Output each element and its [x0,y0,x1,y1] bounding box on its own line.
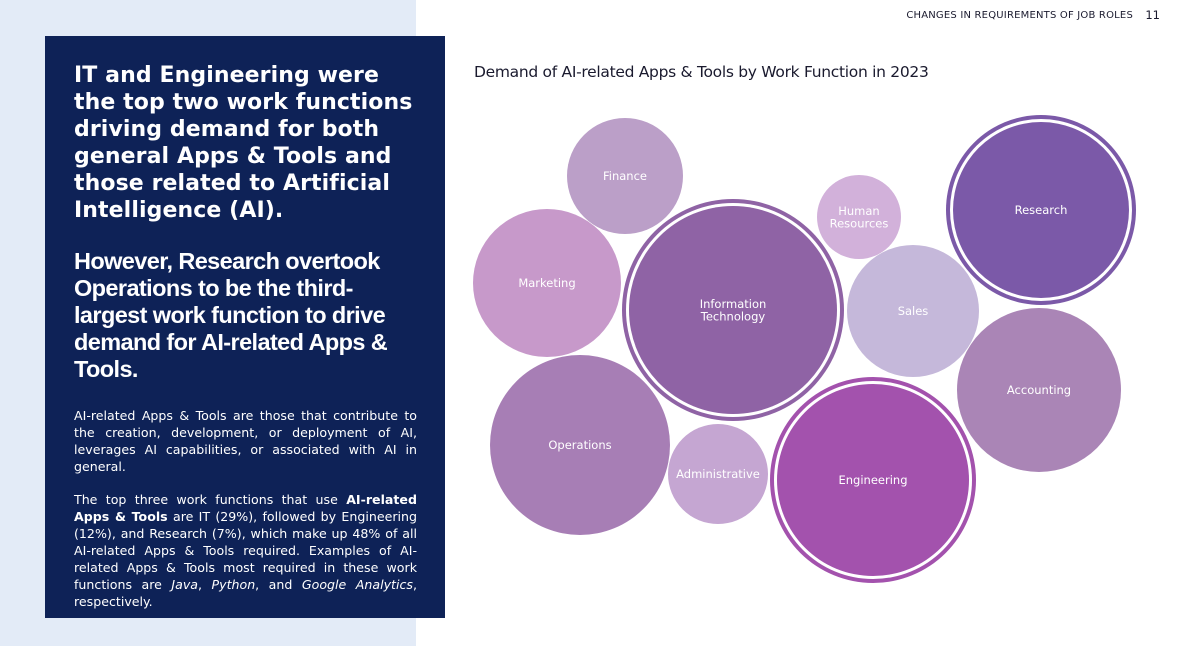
para2-bold-term: AI-related Apps & Tools [74,492,417,524]
bubble-label-information-technology-line-2: Technology [700,309,766,324]
bubble-research [946,115,1136,305]
para2-example-java: Java [171,577,198,592]
callout-paragraph-definition: AI-related Apps & Tools are those that contribute to the creation, development, or deployment of AI, leverages AI capabilities, or associated with AI in general. [74,408,417,474]
bubble-label-accounting: Accounting [1006,383,1072,397]
bubble-sales [847,245,979,377]
chart-title: Demand of AI-related Apps & Tools by Work Function in 2023 [474,63,929,81]
bubble-label-information-technology-line-1: Information [699,296,767,311]
para2-example-google-analytics: Google Analytics [301,577,413,592]
bubble-label-operations: Operations [548,438,612,452]
para2-separator-2: , and [255,577,302,592]
running-head: CHANGES IN REQUIREMENTS OF JOB ROLES [906,10,1133,21]
bubble-engineering [770,377,976,583]
para2-separator-1: , [198,577,212,592]
para2-example-python: Python [211,577,256,592]
bubble-operations [490,355,670,535]
bubble-human-resources [817,175,901,259]
bubble-label-sales: Sales [897,304,929,318]
para2-text-2: are IT (29%), followed by Engineering (12%), and Research (7%), which make up 48% of all AI-related Apps & Tools required. Examples of AI-related Apps & Tools most required in these work functions are [74,509,417,592]
callout-headline: IT and Engineering were the top two work functions driving demand for both general Apps & Tools and those related to Artificial Intelligence (AI). [74,63,413,223]
callout-subheadline: However, Research overtook Operations to be the third-largest work function to drive demand for AI-related Apps & Tools. [74,248,388,382]
bubble-label-marketing: Marketing [518,276,576,290]
bubble-information-technology [622,199,844,421]
para2-text-1: The top three work functions that use [74,492,347,507]
bubble-administrative [668,424,768,524]
bubble-label-engineering: Engineering [838,473,908,487]
bubble-marketing [473,209,621,357]
bubble-label-finance: Finance [603,169,647,183]
bubble-label-research: Research [1014,203,1068,217]
page-number: 11 [1145,8,1160,22]
bubble-finance [567,118,683,234]
bubble-accounting [957,308,1121,472]
para2-text-3: , respectively. [74,577,417,609]
bubble-label-human-resources-line-1: Human [838,203,880,218]
bubble-label-administrative: Administrative [676,467,760,481]
bubble-label-human-resources-line-2: Resources [829,216,889,231]
